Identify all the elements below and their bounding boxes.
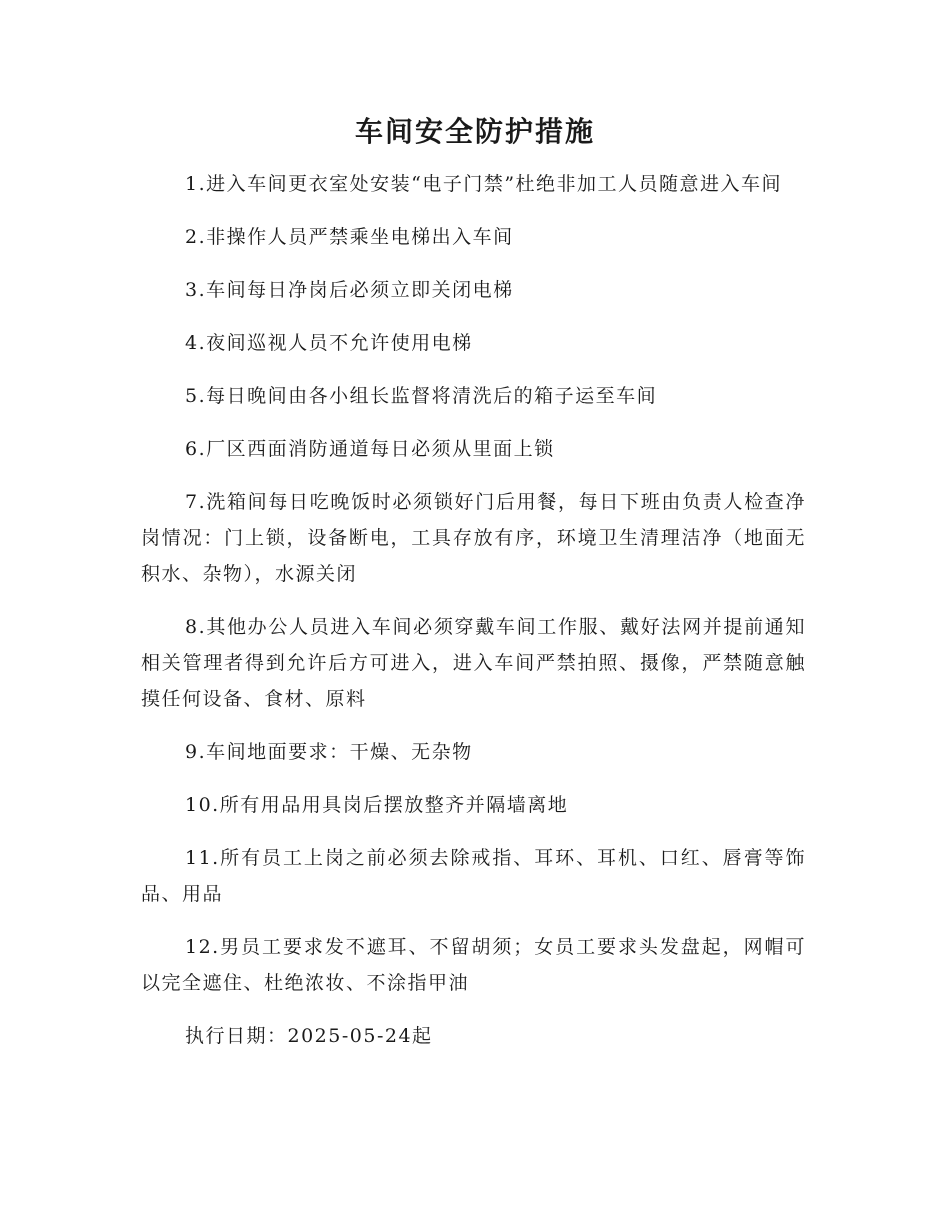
rule-item-10: 10.所有用品用具岗后摆放整齐并隔墙离地: [185, 794, 569, 816]
rule-item-4: 4.夜间巡视人员不允许使用电梯: [185, 332, 473, 354]
document-body: [141, 166, 806, 1071]
rule-item-1: 1.进入车间更衣室处安装“电子门禁”杜绝非加工人员随意进入车间: [185, 173, 783, 195]
rule-item-12: 12.男员工要求发不遮耳、不留胡须；女员工要求头发盘起，网帽可以完全遮住、杜绝浓妆、不涂指甲油: [141, 936, 806, 994]
rule-item-2: 2.非操作人员严禁乘坐电梯出入车间: [185, 226, 514, 248]
rule-item-5: 5.每日晚间由各小组长监督将清洗后的箱子运至车间: [185, 385, 658, 407]
rule-item-7: 7.洗箱间每日吃晚饭时必须锁好门后用餐，每日下班由负责人检查净岗情况：门上锁，设备断电，工具存放有序，环境卫生清理洁净（地面无积水、杂物），水源关闭: [141, 491, 806, 585]
rule-item-11: 11.所有员工上岗之前必须去除戒指、耳环、耳机、口红、唇膏等饰品、用品: [141, 847, 806, 905]
rule-item-8: 8.其他办公人员进入车间必须穿戴车间工作服、戴好法网并提前通知相关管理者得到允许后方可进入，进入车间严禁拍照、摄像，严禁随意触摸任何设备、食材、原料: [141, 616, 806, 710]
effective-date: 执行日期：2025-05-24起: [185, 1025, 433, 1047]
rule-item-3: 3.车间每日净岗后必须立即关闭电梯: [185, 279, 514, 301]
rule-item-9: 9.车间地面要求：干燥、无杂物: [185, 741, 473, 763]
rule-item-6: 6.厂区西面消防通道每日必须从里面上锁: [185, 438, 555, 460]
document-title: 车间安全防护措施: [354, 115, 595, 148]
